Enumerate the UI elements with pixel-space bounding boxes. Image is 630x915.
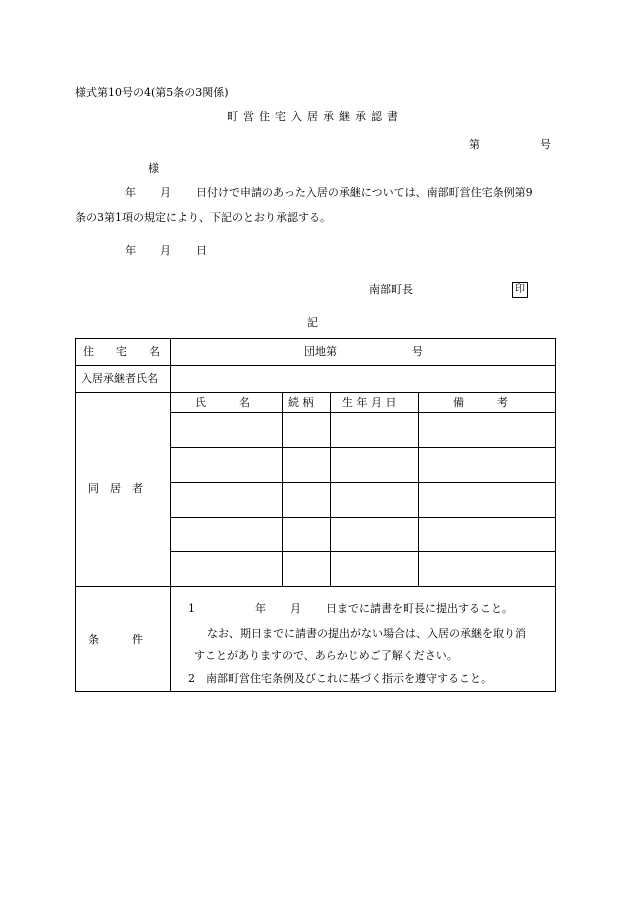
condition-1-text: 日までに請書を町長に提出すること。 [326, 602, 513, 615]
signer-name: 南部町長 [369, 283, 413, 296]
recipient-sama: 様 [148, 162, 159, 175]
label-house-name: 住 宅 名 [83, 345, 160, 358]
condition-1-note-line2: すことがありますので、あらかじめご了解ください。 [194, 649, 458, 662]
doc-number-dai: 第 [469, 138, 480, 151]
table-border-bottom [75, 691, 556, 692]
ki-heading: 記 [307, 316, 318, 329]
header-birthdate: 生 年 月 日 [342, 396, 397, 409]
header-relationship: 続 柄 [288, 396, 314, 409]
condition-1-note-line1: なお、期日までに請書の提出がない場合は、入居の承継を取り消 [207, 627, 526, 640]
header-name: 氏 名 [195, 396, 250, 409]
cohabitation-table [75, 338, 556, 692]
table-rule [170, 482, 556, 483]
condition-2-text: 2 南部町営住宅条例及びこれに基づく指示を遵守すること。 [188, 672, 492, 685]
signer-seal [512, 282, 528, 298]
doc-number-go: 号 [540, 138, 551, 151]
date-tsuki: 月 [160, 244, 171, 257]
table-border-left [75, 338, 76, 692]
condition-1-nen: 年 [255, 602, 266, 615]
table-border-top [75, 338, 556, 339]
table-border-right [555, 338, 556, 692]
label-conditions: 条 件 [88, 633, 143, 646]
table-divider [170, 338, 171, 692]
header-remarks: 備 考 [453, 396, 508, 409]
table-rule [75, 365, 556, 366]
body-line1: 日付けで申請のあった入居の承継については、南部町営住宅条例第9 [196, 186, 533, 199]
table-divider [330, 392, 331, 586]
table-divider [418, 392, 419, 586]
table-rule [170, 551, 556, 552]
document-title: 町営住宅入居承継承認書 [227, 110, 403, 123]
condition-1-tsuki: 月 [290, 602, 301, 615]
date-nen: 年 [125, 244, 136, 257]
danchi-go: 号 [412, 345, 423, 358]
label-cohabitants: 同 居 者 [88, 482, 143, 495]
body-tsuki: 月 [160, 186, 171, 199]
table-rule [75, 392, 556, 393]
seal-stamp: 印 [512, 282, 528, 298]
date-hi: 日 [196, 244, 207, 257]
table-divider [282, 392, 283, 586]
condition-1-number: 1 [188, 602, 195, 615]
form-number: 様式第10号の4(第5条の3関係) [75, 86, 229, 99]
table-rule [170, 517, 556, 518]
table-rule [170, 447, 556, 448]
table-rule [75, 586, 556, 587]
body-line2: 条の3第1項の規定により、下記のとおり承認する。 [75, 211, 331, 224]
label-successor-name: 入居承継者氏名 [81, 372, 158, 385]
table-rule [170, 412, 556, 413]
danchi-dai: 団地第 [304, 345, 337, 358]
body-nen: 年 [125, 186, 136, 199]
